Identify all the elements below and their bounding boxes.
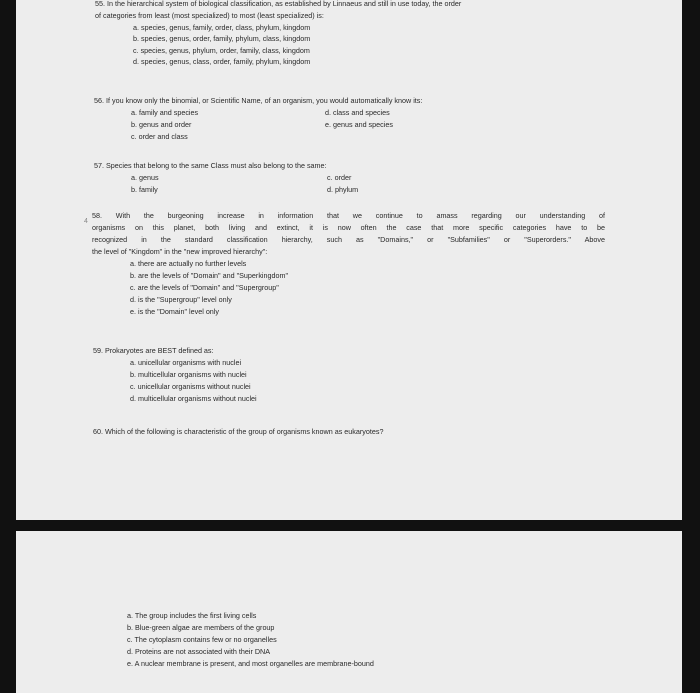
question-58-option-b: b. are the levels of "Domain" and "Superkingdom": [130, 271, 289, 280]
question-58-option-d: d. is the "Supergroup" level only: [130, 295, 232, 304]
question-56-text: 56. If you know only the binomial, or Scientific Name, of an organism, you would automatically know its:: [94, 96, 423, 105]
question-58-line-3: recognized in the standard classification hierarchy, such as "Domains," or "Subfamilies" or "Superorders." Above: [92, 235, 605, 244]
question-56-option-b: b. genus and order: [131, 120, 192, 129]
question-55-option-a: a. species, genus, family, order, class, phylum, kingdom: [133, 23, 311, 32]
question-59-text: 59. Prokaryotes are BEST defined as:: [93, 346, 214, 355]
margin-mark: 4: [84, 218, 88, 225]
question-55-line-1: 55. In the hierarchical system of biological classification, as established by Linnaeus and still in use today, the order: [95, 0, 462, 8]
question-57-text: 57. Species that belong to the same Class must also belong to the same:: [94, 161, 327, 170]
question-58-option-c: c. are the levels of "Domain" and "Supergroup": [130, 283, 279, 292]
question-56-option-e: e. genus and species: [325, 120, 393, 129]
worksheet-page-bottom: [16, 531, 682, 693]
question-60-text: 60. Which of the following is characteristic of the group of organisms known as eukaryotes?: [93, 427, 384, 436]
question-58-option-e: e. is the "Domain" level only: [130, 307, 219, 316]
question-57-option-a: a. genus: [131, 173, 159, 182]
question-56-option-d: d. class and species: [325, 108, 390, 117]
question-57-option-d: d. phylum: [327, 185, 359, 194]
question-60-option-a: a. The group includes the first living cells: [127, 611, 257, 620]
question-57-option-b: b. family: [131, 185, 158, 194]
question-58-line-4: the level of "Kingdom" in the "new improved hierarchy":: [92, 247, 268, 256]
question-55-option-d: d. species, genus, class, order, family, phylum, kingdom: [133, 57, 311, 66]
question-58-line-2: organisms on this planet, both living and extinct, it is now often the case that more specific categories have to be: [92, 223, 605, 232]
question-60-option-b: b. Blue-green algae are members of the group: [127, 623, 275, 632]
question-60-option-c: c. The cytoplasm contains few or no organelles: [127, 635, 277, 644]
question-59-option-d: d. multicellular organisms without nuclei: [130, 394, 257, 403]
question-58-line-1: 58. With the burgeoning increase in information that we continue to amass regarding our understanding of: [92, 211, 605, 220]
question-55-option-c: c. species, genus, phylum, order, family, class, kingdom: [133, 46, 310, 55]
question-60-option-d: d. Proteins are not associated with their DNA: [127, 647, 271, 656]
question-56-option-a: a. family and species: [131, 108, 199, 117]
question-57-option-c: c. order: [327, 173, 352, 182]
question-59-option-c: c. unicellular organisms without nuclei: [130, 382, 251, 391]
question-56-option-c: c. order and class: [131, 132, 188, 141]
question-58-option-a: a. there are actually no further levels: [130, 259, 247, 268]
question-59-option-a: a. unicellular organisms with nuclei: [130, 358, 242, 367]
worksheet-page-top: [16, 0, 682, 520]
question-60-option-e: e. A nuclear membrane is present, and most organelles are membrane-bound: [127, 659, 374, 668]
question-55-option-b: b. species, genus, order, family, phylum, class, kingdom: [133, 34, 311, 43]
question-55-line-2: of categories from least (most specialized) to most (least specialized) is:: [95, 11, 324, 20]
question-59-option-b: b. multicellular organisms with nuclei: [130, 370, 247, 379]
